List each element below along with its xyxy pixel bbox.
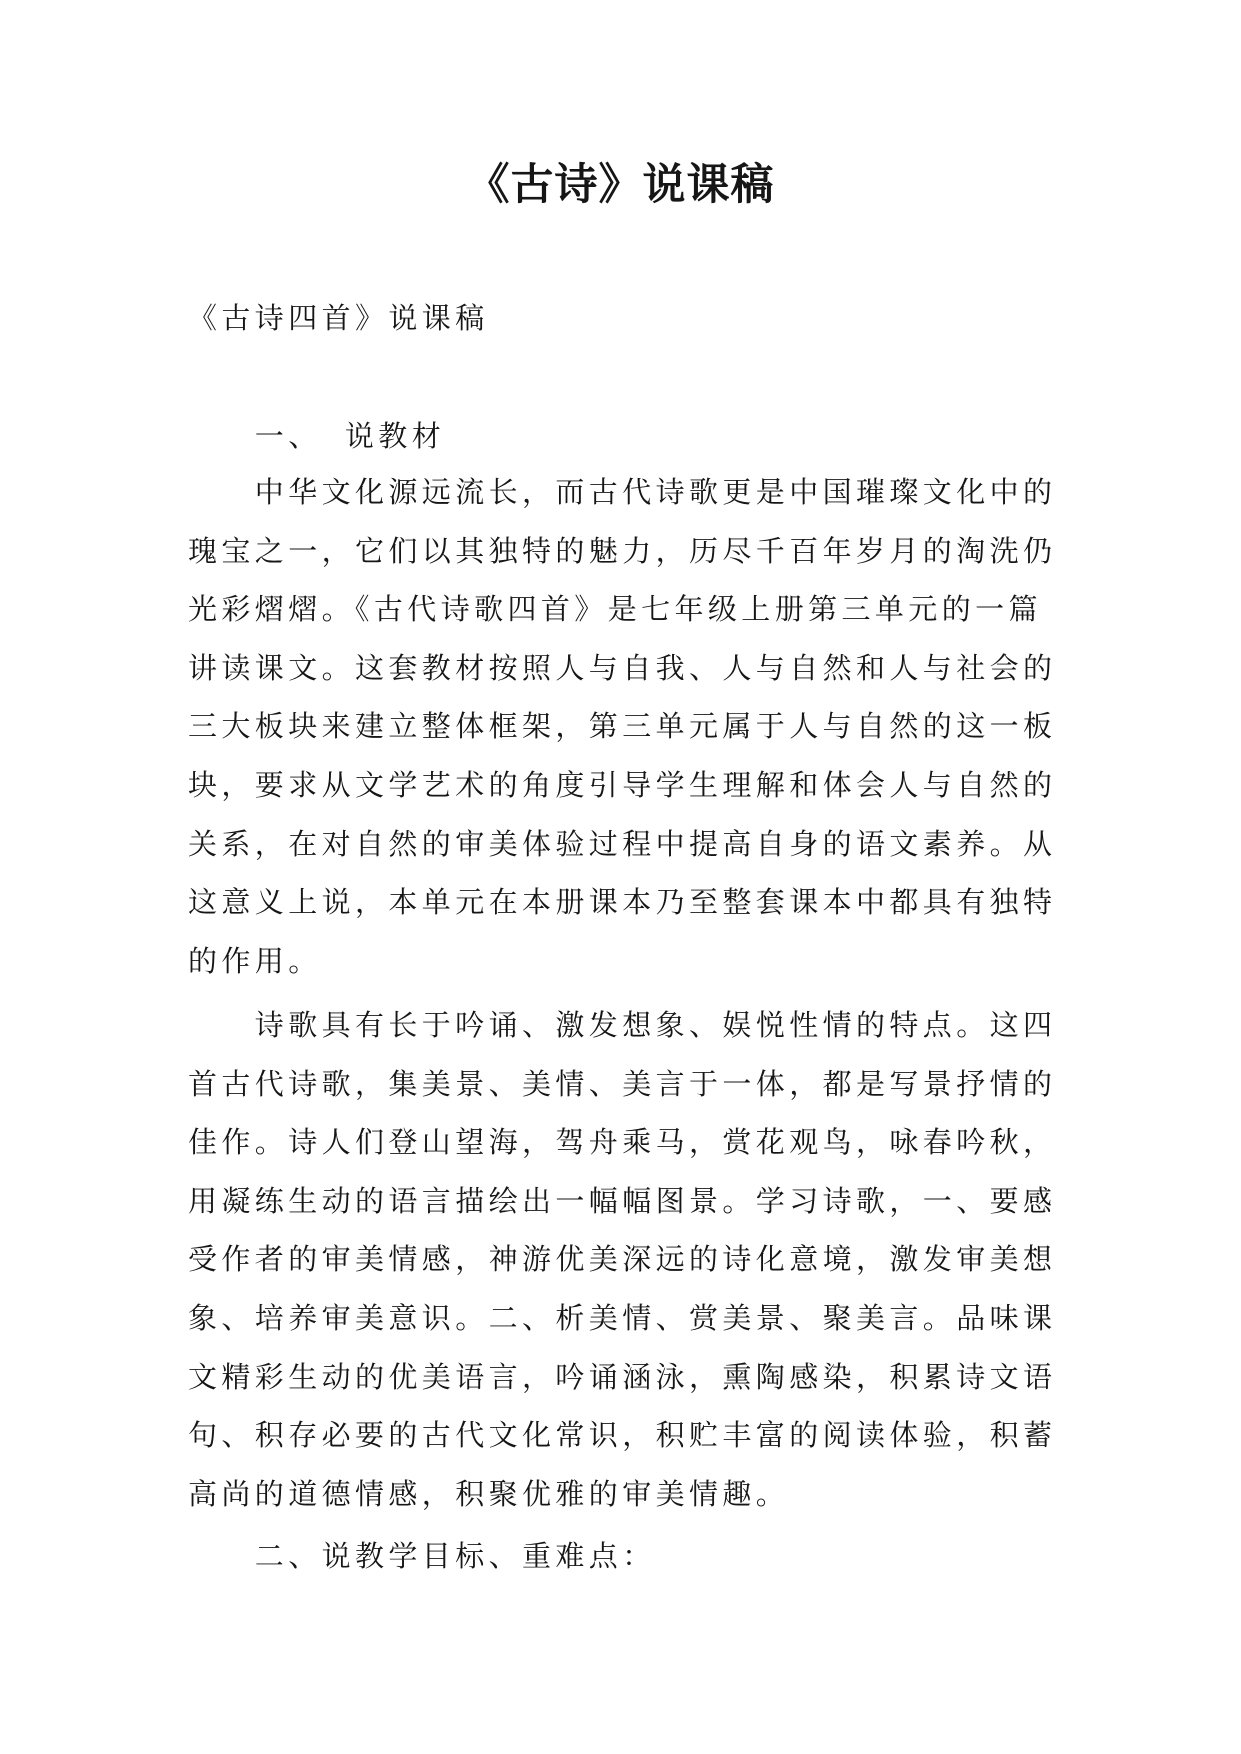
paragraph-2 xyxy=(188,997,1088,1524)
paragraph-line: 光彩熠熠。《古代诗歌四首》是七年级上册第三单元的一篇 xyxy=(188,594,1042,627)
paragraph-line: 用凝练生动的语言描绘出一幅幅图景。学习诗歌，一、要感 xyxy=(188,1185,1057,1218)
paragraph-line: 瑰宝之一，它们以其独特的魅力，历尽千百年岁月的淘洗仍 xyxy=(188,535,1057,568)
paragraph-line: 高尚的道德情感，积聚优雅的审美情趣。 xyxy=(188,1478,790,1511)
section-1-heading: 一、 说教材 xyxy=(254,421,446,453)
paragraph-line: 三大板块来建立整体框架，第三单元属于人与自然的这一板 xyxy=(188,711,1057,744)
document-subtitle: 《古诗四首》说课稿 xyxy=(188,303,489,335)
paragraph-line: 中华文化源远流长，而古代诗歌更是中国璀璨文化中的 xyxy=(254,477,1057,509)
paragraph-line: 文精彩生动的优美语言，吟诵涵泳，熏陶感染，积累诗文语 xyxy=(188,1361,1057,1394)
paragraph-line: 佳作。诗人们登山望海，驾舟乘马，赏花观鸟，咏春吟秋， xyxy=(188,1127,1057,1160)
section-1-heading-block xyxy=(188,408,1088,467)
document-subtitle-block xyxy=(188,290,1088,349)
section-2-heading: 二、说教学目标、重难点： xyxy=(254,1541,656,1573)
paragraph-line: 象、培养审美意识。二、析美情、赏美景、聚美言。品味课 xyxy=(188,1302,1057,1335)
paragraph-line: 块，要求从文学艺术的角度引导学生理解和体会人与自然的 xyxy=(188,769,1057,802)
paragraph-line: 诗歌具有长于吟诵、激发想象、娱悦性情的特点。这四 xyxy=(254,1010,1057,1042)
section-2-heading-block xyxy=(188,1528,1088,1587)
paragraph-line: 讲读课文。这套教材按照人与自我、人与自然和人与社会的 xyxy=(188,652,1057,685)
paragraph-line: 句、积存必要的古代文化常识，积贮丰富的阅读体验，积蓄 xyxy=(188,1420,1057,1453)
document-title: 《古诗》说课稿 xyxy=(466,162,775,209)
paragraph-line: 的作用。 xyxy=(188,945,322,978)
paragraph-line: 首古代诗歌，集美景、美情、美言于一体，都是写景抒情的 xyxy=(188,1068,1057,1101)
paragraph-line: 受作者的审美情感，神游优美深远的诗化意境，激发审美想 xyxy=(188,1244,1057,1277)
paragraph-1 xyxy=(188,464,1088,991)
paragraph-line: 这意义上说，本单元在本册课本乃至整套课本中都具有独特 xyxy=(188,887,1057,920)
paragraph-line: 关系，在对自然的审美体验过程中提高自身的语文素养。从 xyxy=(188,828,1057,861)
